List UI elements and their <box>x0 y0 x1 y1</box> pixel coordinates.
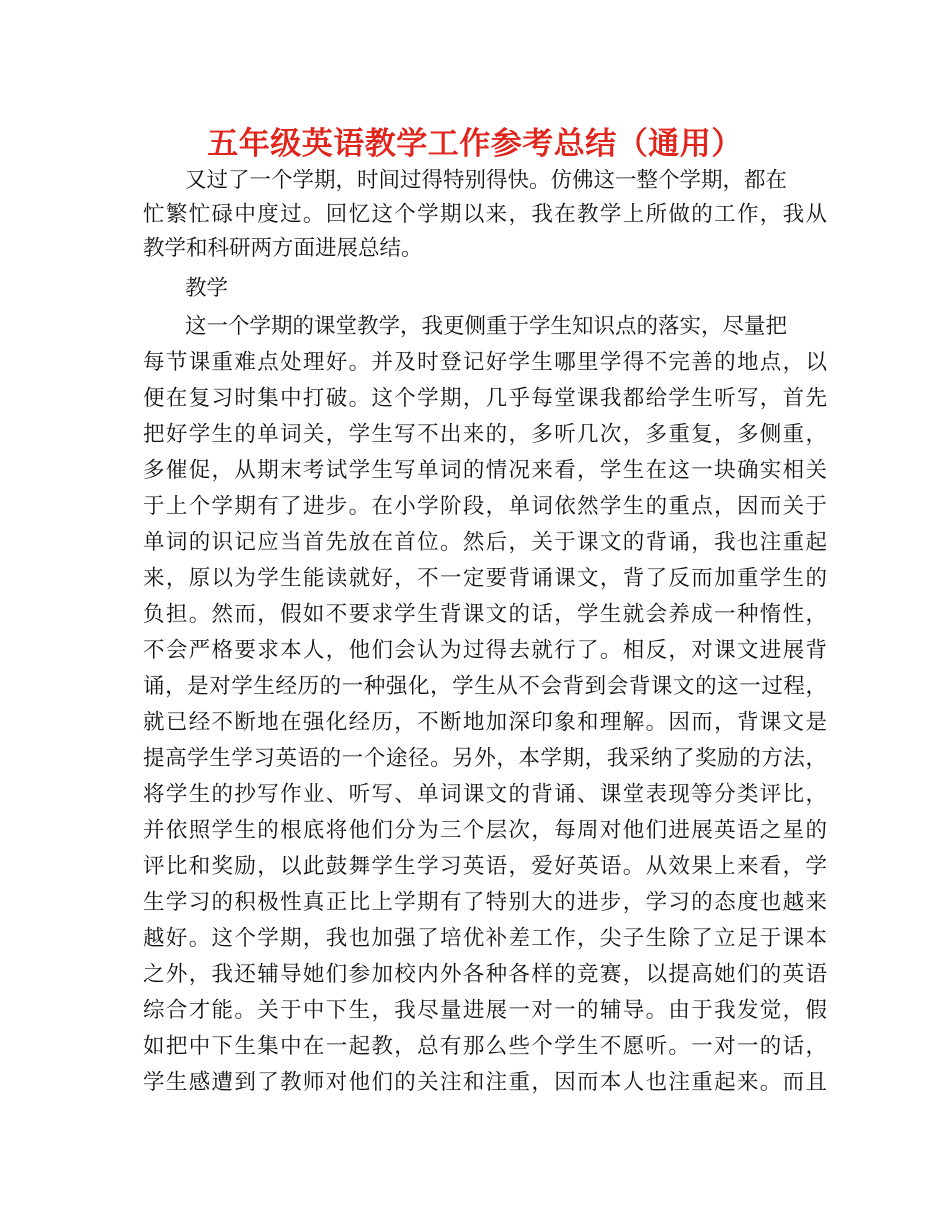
paragraph-line: 单词的识记应当首先放在首位。然后，关于课文的背诵，我也注重起 <box>143 530 827 555</box>
paragraph-line: 不会严格要求本人，他们会认为过得去就行了。相反，对课文进展背 <box>143 638 827 663</box>
paragraph-line: 忙繁忙碌中度过。回忆这个学期以来，我在教学上所做的工作，我从 <box>143 202 827 227</box>
paragraph-line: 生学习的积极性真正比上学期有了特别大的进步，学习的态度也越来 <box>143 890 827 915</box>
paragraph-line: 于上个学期有了进步。在小学阶段，单词依然学生的重点，因而关于 <box>143 494 827 519</box>
paragraph-line: 将学生的抄写作业、听写、单词课文的背诵、课堂表现等分类评比， <box>143 782 827 807</box>
paragraph-line: 学生感遭到了教师对他们的关注和注重，因而本人也注重起来。而且 <box>143 1070 827 1095</box>
paragraph-line: 便在复习时集中打破。这个学期，几乎每堂课我都给学生听写，首先 <box>143 386 827 411</box>
paragraph-line: 如把中下生集中在一起教，总有那么些个学生不愿听。一对一的话， <box>143 1034 827 1059</box>
paragraph-line: 教学和科研两方面进展总结。 <box>143 236 423 261</box>
paragraph-line: 每节课重难点处理好。并及时登记好学生哪里学得不完善的地点，以 <box>143 350 827 375</box>
paragraph-line: 综合才能。关于中下生，我尽量进展一对一的辅导。由于我发觉，假 <box>143 998 827 1023</box>
paragraph-line: 诵，是对学生经历的一种强化，学生从不会背到会背课文的这一过程， <box>143 674 827 699</box>
paragraph-line: 评比和奖励，以此鼓舞学生学习英语，爱好英语。从效果上来看，学 <box>143 854 827 879</box>
paragraph-line: 并依照学生的根底将他们分为三个层次，每周对他们进展英语之星的 <box>143 818 827 843</box>
paragraph-line: 这一个学期的课堂教学，我更侧重于学生知识点的落实，尽量把 <box>185 314 788 339</box>
paragraph-line: 多催促，从期末考试学生写单词的情况来看，学生在这一块确实相关 <box>143 458 827 483</box>
paragraph-line: 提高学生学习英语的一个途径。另外，本学期，我采纳了奖励的方法， <box>143 746 827 771</box>
document-title: 五年级英语教学工作参考总结（通用） <box>207 126 743 162</box>
paragraph-line: 就已经不断地在强化经历，不断地加深印象和理解。因而，背课文是 <box>143 710 827 735</box>
paragraph-line: 来，原以为学生能读就好，不一定要背诵课文，背了反而加重学生的 <box>143 566 827 591</box>
paragraph-line: 越好。这个学期，我也加强了培优补差工作，尖子生除了立足于课本 <box>143 926 827 951</box>
paragraph-line: 把好学生的单词关，学生写不出来的，多听几次，多重复，多侧重， <box>143 422 827 447</box>
section-heading: 教学 <box>185 276 229 301</box>
paragraph-line: 之外，我还辅导她们参加校内外各种各样的竞赛，以提高她们的英语 <box>143 962 827 987</box>
paragraph-line: 负担。然而，假如不要求学生背课文的话，学生就会养成一种惰性， <box>143 602 827 627</box>
paragraph-line: 又过了一个学期，时间过得特别得快。仿佛这一整个学期，都在 <box>185 168 788 193</box>
